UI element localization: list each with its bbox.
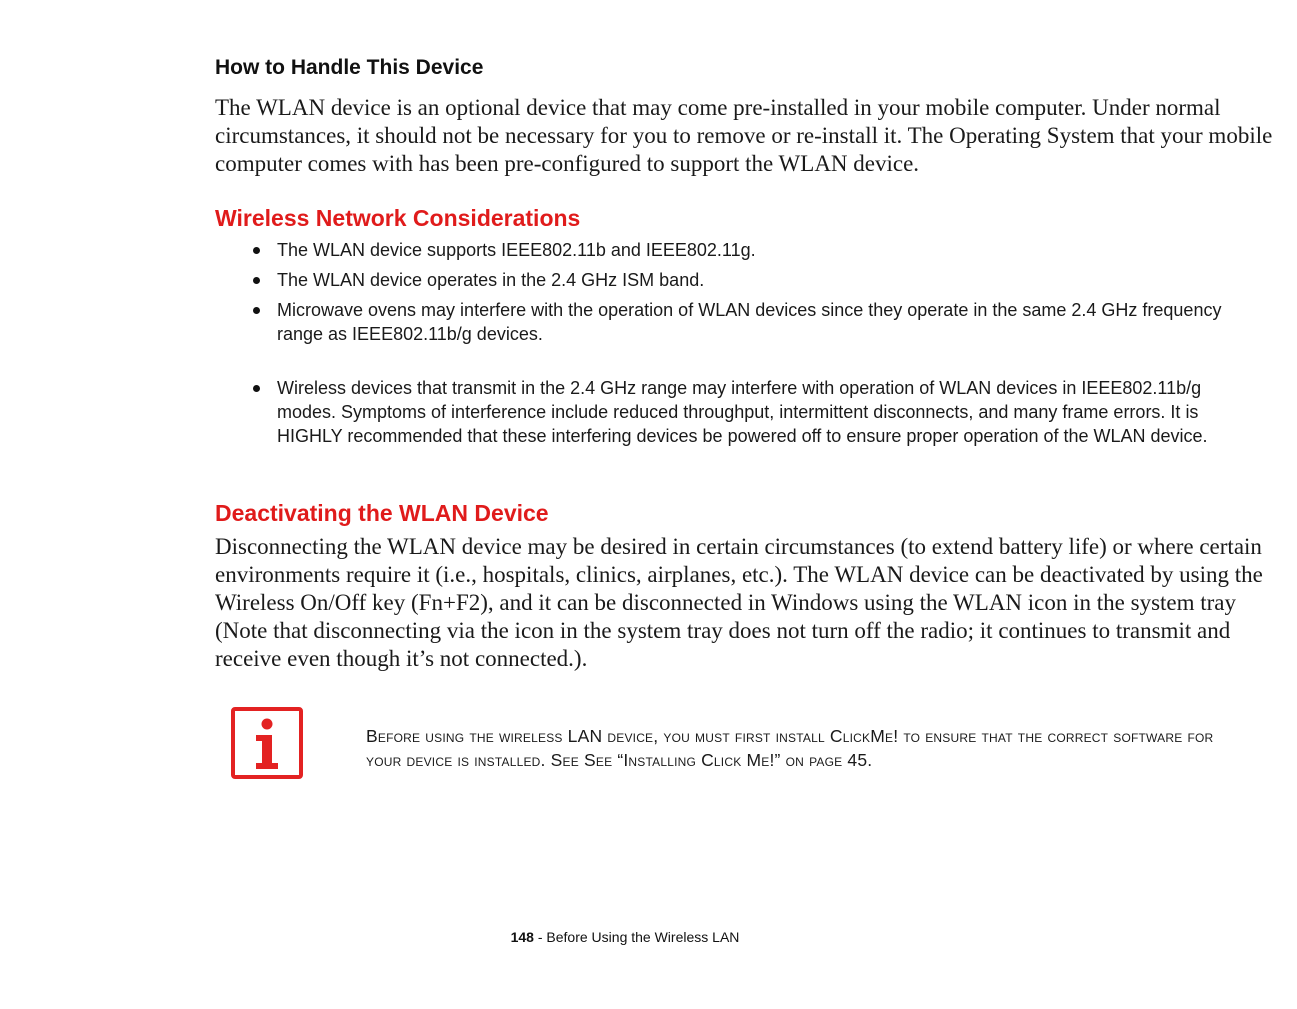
list-item-text: Microwave ovens may interfere with the operation of WLAN devices since they operate in the same 2.4 GHz frequency range as IEEE802.11b/g devices. xyxy=(277,300,1222,344)
section-heading-deactivating: Deactivating the WLAN Device xyxy=(215,500,549,526)
bullet-icon xyxy=(253,277,260,284)
section-heading-wireless-considerations: Wireless Network Considerations xyxy=(215,205,581,231)
page-number: 148 xyxy=(510,929,534,945)
footer-title: Before Using the Wireless LAN xyxy=(546,929,740,945)
page-footer xyxy=(0,929,1250,945)
deactivating-paragraph: Disconnecting the WLAN device may be desired in certain circumstances (to extend battery life) or where certain environments require it (i.e., hospitals, clinics, airplanes, etc.). The WLAN device can be deactivated by using the Wireless On/Off key (Fn+F2), and it can be disconnected in Windows using the WLAN icon in the system tray (Note that disconnecting via the icon in the system tray does not turn off the radio; it continues to transmit and receive even though it’s not connected.). xyxy=(215,534,1263,671)
list-item-text: The WLAN device operates in the 2.4 GHz ISM band. xyxy=(277,270,705,290)
bullet-icon xyxy=(253,247,260,254)
footer-separator: - xyxy=(533,929,547,945)
list-item-text: The WLAN device supports IEEE802.11b and IEEE802.11g. xyxy=(277,240,756,260)
considerations-list xyxy=(215,238,1225,448)
section-heading-handle-device: How to Handle This Device xyxy=(215,56,484,79)
handle-device-paragraph: The WLAN device is an optional device that may come pre-installed in your mobile computer. Under normal circumstances, it should not be necessary for you to remove or re-install it. The Operating System that your mobile computer comes with has been pre-configured to support the WLAN device. xyxy=(215,95,1273,176)
info-icon xyxy=(231,707,303,779)
list-item-text: Wireless devices that transmit in the 2.4 GHz range may interfere with operation of WLAN devices in IEEE802.11b/g modes. Symptoms of interference include reduced throughput, intermittent disconnects, and many frame errors. It is HIGHLY recommended that these interfering devices be powered off to ensure proper operation of the WLAN device. xyxy=(277,378,1208,446)
bullet-icon xyxy=(253,385,260,392)
list-item xyxy=(215,298,1225,346)
list-item xyxy=(215,376,1225,448)
list-item xyxy=(215,268,1225,292)
list-item xyxy=(215,238,1225,262)
install-note: Before using the wireless LAN device, you must first install ClickMe! to ensure that the correct software for your device is installed. See See “Installing Click Me!” on page 45. xyxy=(366,726,1214,770)
bullet-icon xyxy=(253,307,260,314)
